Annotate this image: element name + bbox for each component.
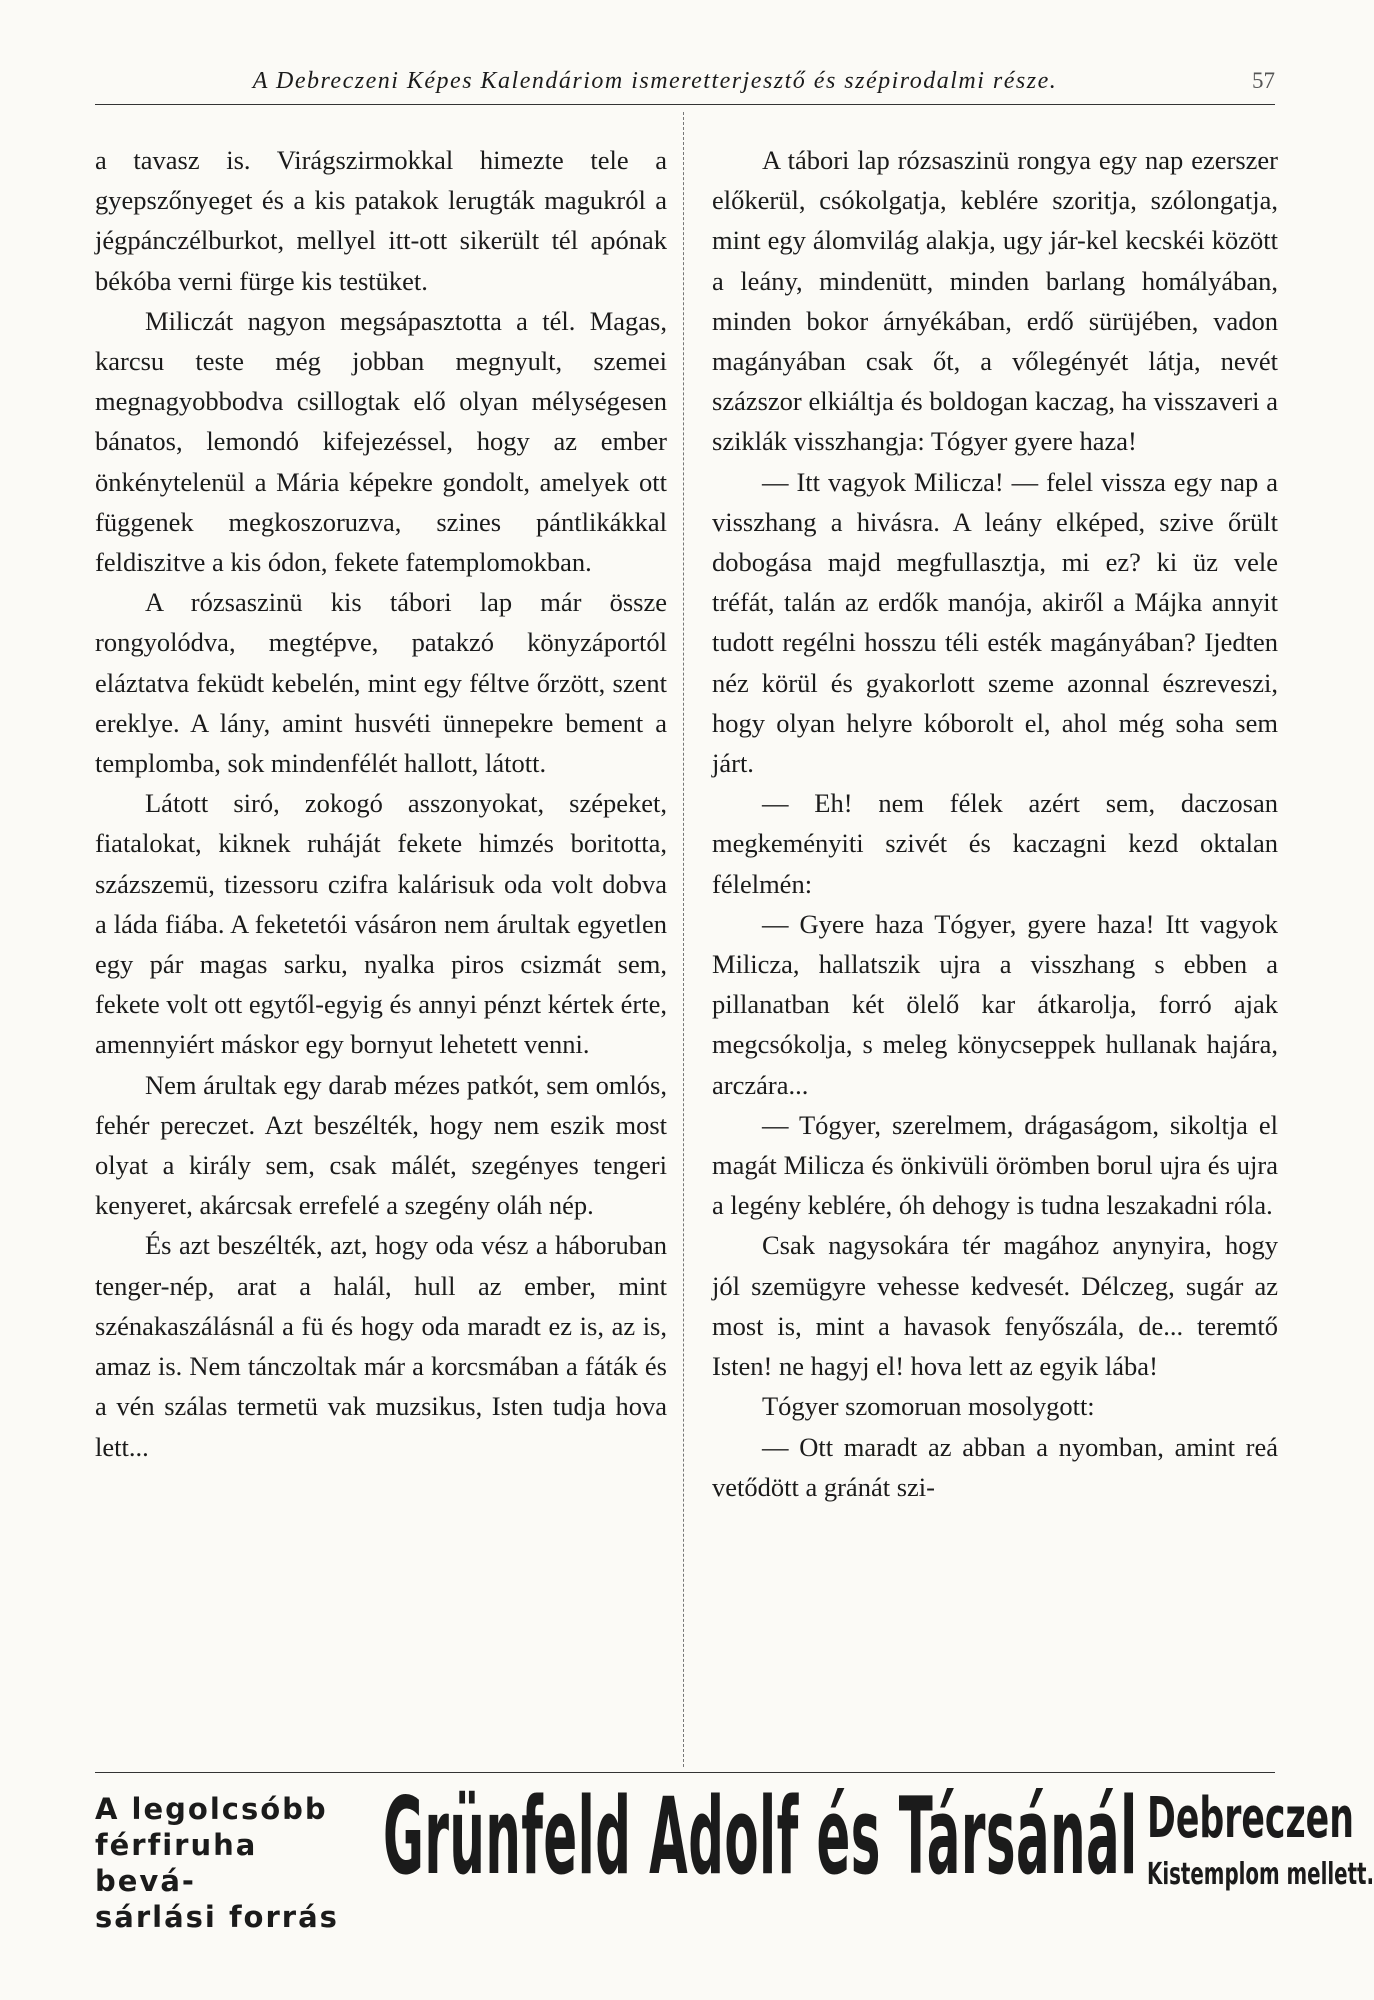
slogan-line: férfiruha bevá- — [95, 1828, 258, 1898]
paragraph: a tavasz is. Virágszirmokkal himezte tele a gyepszőnyeget és a kis patakok lerugták magukról a jégpánczélburkot, mellyel itt-ott sikerült tél apónak békóba verni fürge kis testüket. — [95, 145, 667, 296]
running-header — [95, 62, 1275, 102]
advertisement-banner — [95, 1775, 1374, 1934]
header-rule — [95, 104, 1275, 105]
paragraph: Tógyer szomoruan mosolygott: — [762, 1391, 1095, 1422]
paragraph: Miliczát nagyon megsápasztotta a tél. Magas, karcsu teste még jobban megnyult, szemei megnagyobbodva csillogtak elő olyan mélységesen bánatos, lemondó kifejezéssel, hogy az ember önkénytelenül a Mária képekre gondolt, amelyek ott függenek megkoszoruzva, szines pántlikákkal feldiszitve a kis ódon, fekete fatemplomokban. — [95, 305, 667, 578]
column-divider — [683, 112, 684, 1767]
paragraph: A rózsaszinü kis tábori lap már össze rongyolódva, megtépve, patakzó könyzáportól eláztatva feküdt kebelén, mint egy féltve őrzött, szent ereklye. A lány, amint husvéti ünnepekre bement a templomba, sok mindenfélét hallott, látott. — [95, 587, 667, 779]
page-number: 57 — [1252, 68, 1275, 93]
slogan-line: A legolcsóbb — [95, 1792, 328, 1826]
paragraph: — Itt vagyok Milicza! — felel vissza egy nap a visszhang a hivásra. A leány elképed, szive őrült dobogása majd megfullasztja, mi ez? ki üz vele tréfát, talán az erdők manója, akiről a Májka annyit tudott regélni hosszu téli esték magányában? Ijedten néz körül és gyakorlott szeme azonnal észreveszi, hogy olyan helyre kóborolt el, ahol még soha sem járt. — [712, 466, 1278, 779]
paragraph: Nem árultak egy darab mézes patkót, sem omlós, fehér pereczet. Azt beszélték, hogy nem eszik most olyat a király sem, csak málét, szegényes tengeri kenyeret, akárcsak errefelé a szegény oláh nép. — [95, 1069, 667, 1221]
left-column — [95, 140, 667, 1467]
paragraph: A tábori lap rózsaszinü rongya egy nap ezerszer előkerül, csókolgatja, keblére szoritja, szólongatja, mint egy álomvilág alakja, ugy jár-kel kecskéi között a leány, mindenütt, minden barlang homályában, minden bokor árnyékában, erdő sürüjében, vadon magányában csak őt, a vőlegényét látja, nevét százszor elkiáltja és boldogan kaczag, ha visszaveri a sziklák visszhangja: Tógyer gyere haza! — [712, 145, 1278, 457]
advertisement-rule — [95, 1772, 1275, 1773]
advertisement-slogan — [95, 1791, 370, 1935]
paragraph: — Ott maradt az abban a nyomban, amint reá vetődött a gránát szi- — [712, 1431, 1278, 1502]
paragraph: És azt beszélték, azt, hogy oda vész a háboruban tenger-nép, arat a halál, hull az ember, mint szénakaszálásnál a fü és hogy oda maradt ez is, az is, amaz is. Nem tánczoltak már a korcsmában a fáták és a vén szálas termetü vak muzsikus, Isten tudja hova lett... — [95, 1230, 667, 1462]
advertisement-location: Kistemplom mellett. — [1147, 1857, 1374, 1892]
paragraph: — Gyere haza Tógyer, gyere haza! Itt vagyok Milicza, hallatszik ujra a visszhang s ebben a pillanatban két ölelő kar átkarolja, forró ajak megcsókolja, s meleg könycseppek hullanak hajára, arczára... — [712, 908, 1278, 1100]
advertisement-city: Debreczen — [1147, 1786, 1354, 1851]
running-header-title: A Debreczeni Képes Kalendáriom ismeretterjesztő és szépirodalmi része. — [252, 68, 1058, 94]
paragraph: Látott siró, zokogó asszonyokat, szépeket, fiatalokat, kiknek ruháját fekete himzés boritotta, százszemü, tizessoru czifra kalárisuk oda volt dobva a láda fiába. A feketetói vásáron nem árultak egyetlen egy pár magas sarku, nyalka piros csizmát sem, fekete volt ott egytől-egyig és annyi pénzt kértek érte, amennyiért máskor egy bornyut lehetett venni. — [95, 788, 667, 1060]
paragraph: — Tógyer, szerelmem, drágaságom, sikoltja el magát Milicza és önkivüli örömben borul ujra és ujra a legény keblére, óh dehogy is tudna leszakadni róla. — [712, 1109, 1278, 1221]
advertisement-firm-name: Grünfeld Adolf és Társánál — [383, 1775, 1138, 1898]
paragraph: — Eh! nem félek azért sem, daczosan megkeményiti szivét és kaczagni kezd oktalan félelmén: — [712, 788, 1278, 899]
paragraph: Csak nagysokára tér magához anynyira, hogy jól szemügyre vehesse kedvesét. Délczeg, sugár az most is, mint a havasok fenyőszála, de... teremtő Isten! ne hagyj el! hova lett az egyik lába! — [712, 1230, 1278, 1382]
right-column — [712, 140, 1278, 1507]
slogan-line: sárlási forrás — [95, 1900, 339, 1934]
